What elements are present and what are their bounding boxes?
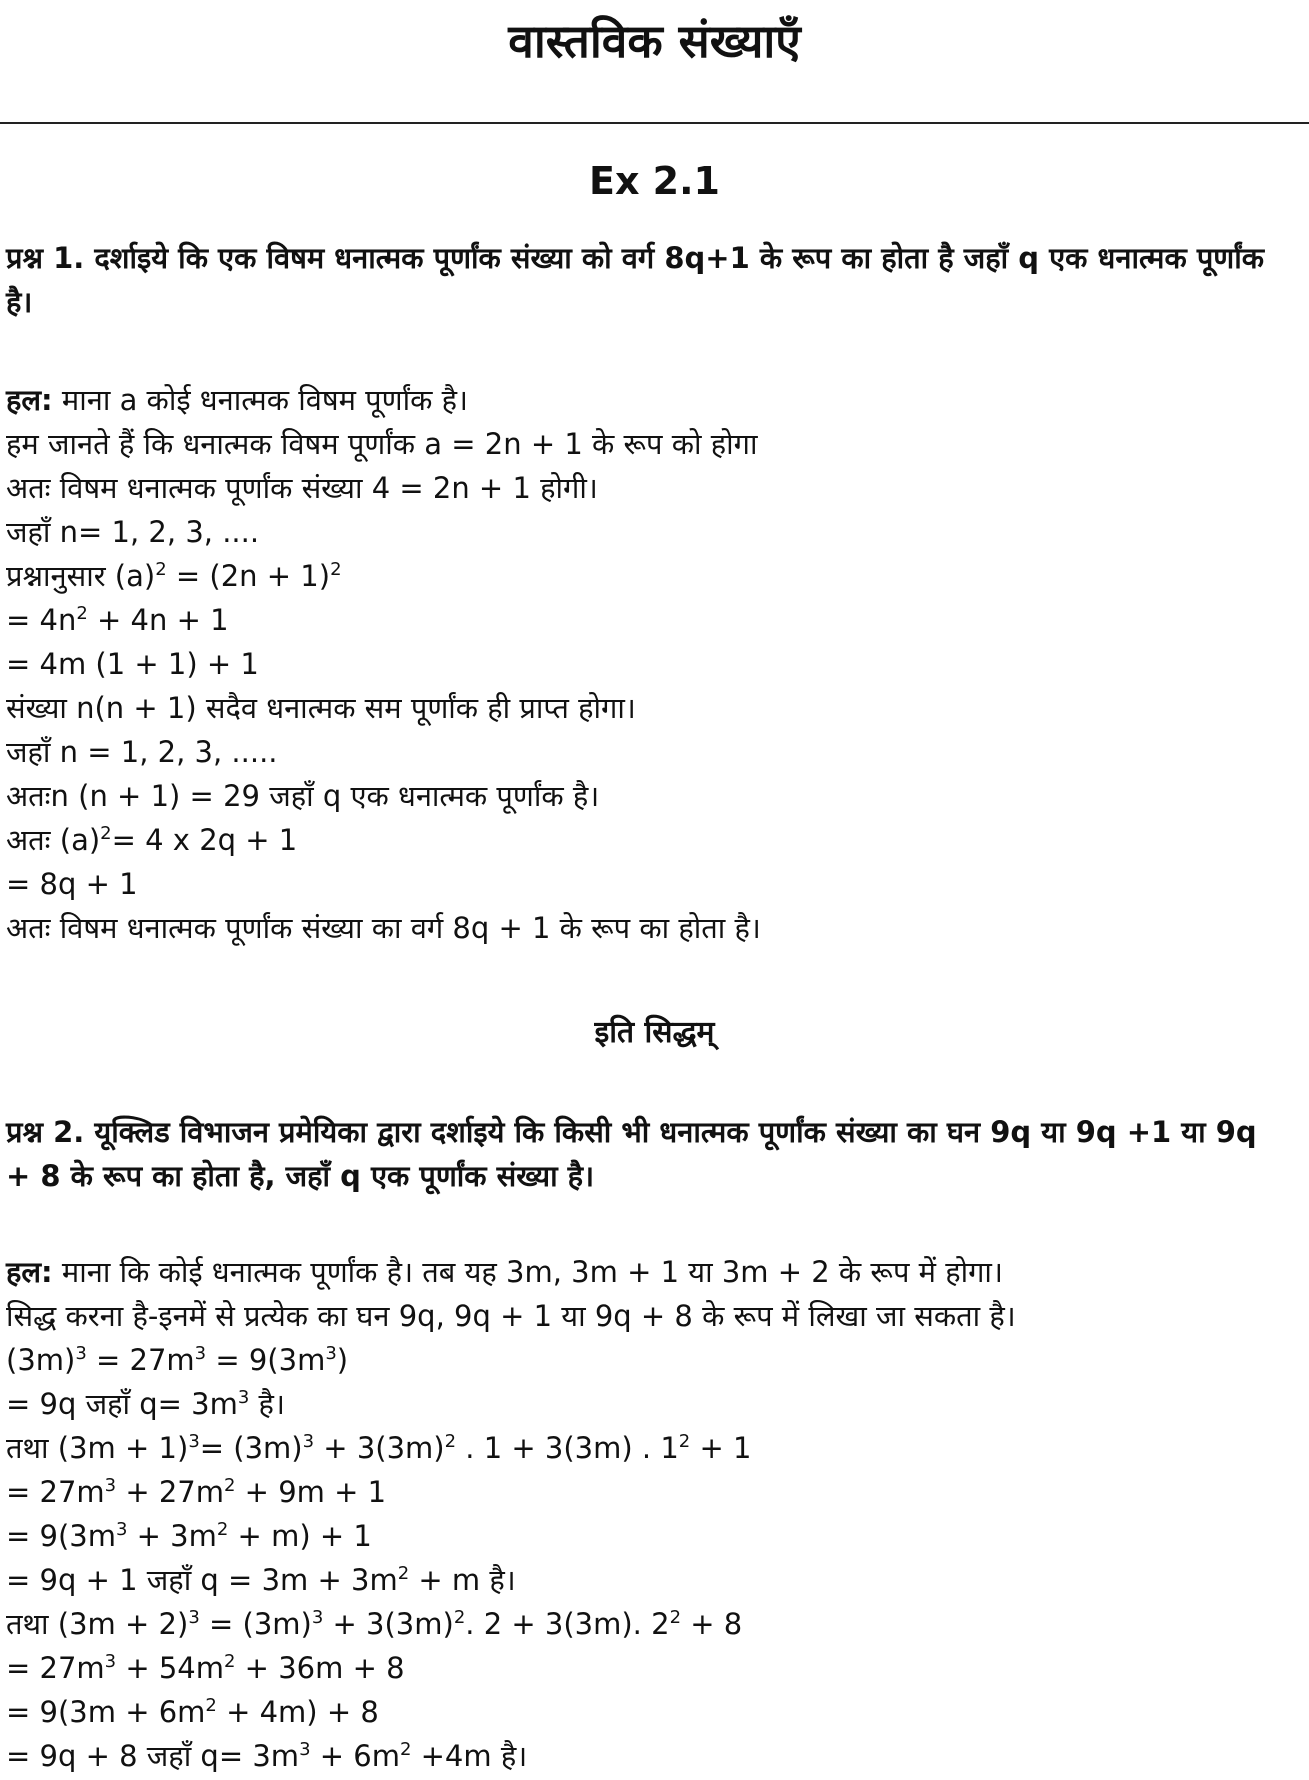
question-2: प्रश्न 2. यूक्लिड विभाजन प्रमेयिका द्वारा दर्शाइये कि किसी भी धनात्मक पूर्णांक संख्या का घन 9q या 9q +1 या 9q + 8 के रूप का होता है, जहाँ q एक पूर्णांक संख्या है। (6, 1115, 1257, 1193)
solution-line: तथा $(3m + 1)^3= (3m)^3 + 3(3m)^2$ . 1 + 3(3m) . $1^2 + 1$ (6, 1431, 752, 1465)
solution-line: अतः विषम धनात्मक पूर्णांक संख्या 4 = 2n + 1 होगी। (6, 471, 598, 505)
solution-line: जहाँ n= 1, 2, 3, .... (6, 515, 260, 549)
solution-1 (6, 378, 1286, 950)
solution-line: हम जानते हैं कि धनात्मक विषम पूर्णांक a = 2n + 1 के रूप को होगा (6, 427, 758, 461)
solution-line: = 8q + 1 (6, 867, 138, 901)
closing-remark: इति सिद्धम् (594, 1015, 715, 1050)
solution-line (6, 1250, 1286, 1294)
solution-line: अतःn (n + 1) = 29 जहाँ q एक धनात्मक पूर्णांक है। (6, 779, 600, 813)
page-title: वास्तविक संख्याएँ (508, 14, 801, 68)
solution-text: माना कि कोई धनात्मक पूर्णांक है। तब यह 3m, 3m + 1 या 3m + 2 के रूप में होगा। (52, 1255, 1003, 1289)
solution-line: = $9(3m + 6m^2 + 4m) + 8$ (6, 1695, 379, 1729)
solution-text: माना a कोई धनात्मक विषम पूर्णांक है। (52, 383, 469, 417)
question-1: प्रश्न 1. दर्शाइये कि एक विषम धनात्मक पूर्णांक संख्या को वर्ग 8q+1 के रूप का होता है जहाँ q एक धनात्मक पूर्णांक है। (6, 241, 1265, 319)
solution-line: = 4m (1 + 1) + 1 (6, 647, 259, 681)
solution-line: संख्या n(n + 1) सदैव धनात्मक सम पूर्णांक ही प्राप्त होगा। (6, 691, 636, 725)
solution-line: अतः विषम धनात्मक पूर्णांक संख्या का वर्ग 8q + 1 के रूप का होता है। (6, 911, 761, 945)
exercise-heading: Ex 2.1 (588, 159, 720, 203)
solution-line (6, 378, 1286, 422)
solution-line: अतः $(a)^2= 4$ x 2q + 1 (6, 823, 298, 857)
solution-line: सिद्ध करना है-इनमें से प्रत्येक का घन 9q, 9q + 1 या 9q + 8 के रूप में लिखा जा सकता है। (6, 1299, 1016, 1333)
title-divider (0, 122, 1309, 124)
solution-label: हल: (6, 383, 53, 417)
solution-line: = 9q + 8 जहाँ $q= 3m^3 + 6m^2 +4m$ है। (6, 1739, 528, 1773)
solution-line: तथा $(3m + 2)^3 = (3m)^3 + 3(3m)^2$. 2 + 3(3m). $2^2 + 8$ (6, 1607, 743, 1641)
solution-line: = $27m^3 + 54m^2 + 36m + 8$ (6, 1651, 405, 1685)
solution-label: हल: (6, 1255, 53, 1289)
solution-2 (6, 1250, 1286, 1778)
solution-line: = $9(3m^3 + 3m^2 + m) + 1$ (6, 1519, 372, 1553)
solution-line: = $4n^2 + 4n + 1$ (6, 603, 229, 637)
solution-line: $(3m)^3 = 27m^3 = 9(3m^3)$ (6, 1343, 349, 1377)
solution-line: = 9q जहाँ $q= 3m^3$ है। (6, 1387, 285, 1421)
solution-line: = $27m^3 + 27m^2 + 9m + 1$ (6, 1475, 387, 1509)
solution-line: प्रश्नानुसार $(a)^2 = (2n + 1)^2$ (6, 559, 342, 593)
solution-line: जहाँ n = 1, 2, 3, ..... (6, 735, 278, 769)
solution-line: = 9q + 1 जहाँ $q = 3m + 3m^2 + m$ है। (6, 1563, 516, 1597)
